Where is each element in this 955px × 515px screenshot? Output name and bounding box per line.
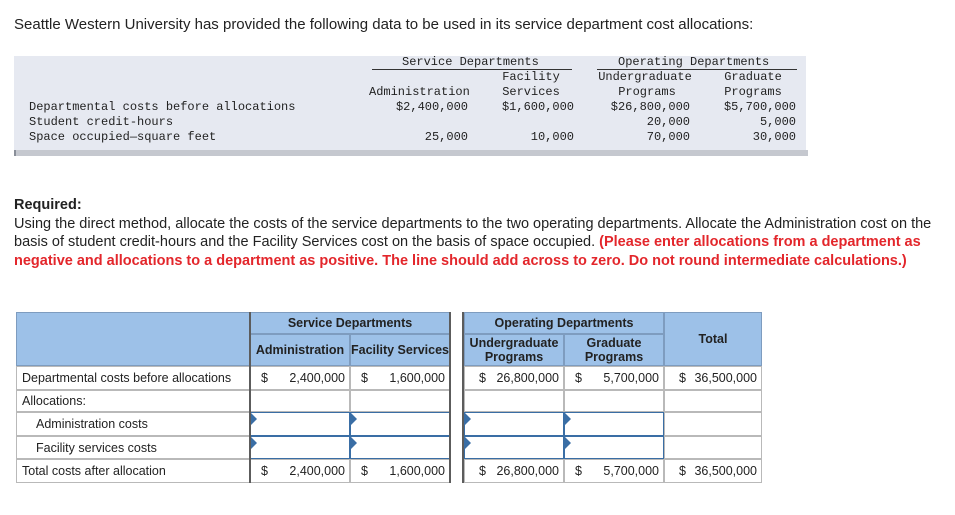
given-group-operating: Operating Departments (618, 55, 770, 69)
row-total-admin: $ 2,400,000 (250, 459, 350, 483)
row-total-facility: $ 1,600,000 (350, 459, 450, 483)
required-note: (Please enter allocations from a department as negative and allocations to a department as positive. The line should add across to zero. Do not round intermediate calculations.) (14, 234, 921, 269)
given-data-scrollbar (14, 150, 808, 156)
given-col-undergrad-1: Undergraduate (598, 70, 692, 84)
row-allocations-grad (564, 390, 664, 412)
row-costs-label: Departmental costs before allocations (16, 366, 250, 390)
admin-costs-grad-input[interactable] (564, 412, 664, 436)
column-separator-label (249, 312, 251, 483)
given-row-space-label: Space occupied—square feet (29, 130, 217, 144)
column-separator-service (449, 312, 451, 483)
given-row-costs-facility: $1,600,000 (501, 100, 574, 114)
given-row-costs-grad: $5,700,000 (723, 100, 796, 114)
given-col-grad-1: Graduate (724, 70, 782, 84)
table-header-total: Total (664, 312, 762, 366)
row-costs-facility: $ 1,600,000 (350, 366, 450, 390)
table-header-grad: Graduate Programs (564, 334, 664, 366)
facility-costs-admin-input[interactable] (250, 436, 350, 459)
row-facility-costs-label: Facility services costs (16, 436, 250, 459)
table-header-facility: Facility Services (350, 334, 450, 366)
given-col-grad-2: Programs (724, 85, 782, 99)
given-row-credit-undergrad: 20,000 (646, 115, 690, 129)
row-allocations-label: Allocations: (16, 390, 250, 412)
required-text: Using the direct method, allocate the costs of the service departments to the two operating departments. Allocate the Administration cost on the basis of student credit-hours and the Facility Services cost on the basis of space occupied. (14, 215, 932, 250)
row-allocations-admin (250, 390, 350, 412)
facility-costs-undergrad-input[interactable] (464, 436, 564, 459)
row-total-total: $ 36,500,000 (664, 459, 762, 483)
required-section (14, 196, 949, 270)
given-row-costs-admin: $2,400,000 (395, 100, 468, 114)
row-total-undergrad: $ 26,800,000 (464, 459, 564, 483)
column-separator-operating (462, 312, 464, 483)
table-header-service: Service Departments (250, 312, 450, 334)
given-row-space-grad: 30,000 (752, 130, 796, 144)
row-total-grad: $ 5,700,000 (564, 459, 664, 483)
row-costs-grad: $ 5,700,000 (564, 366, 664, 390)
row-facility-costs-total (664, 436, 762, 459)
given-row-space-facility: 10,000 (530, 130, 574, 144)
given-col-undergrad-2: Programs (618, 85, 676, 99)
table-header-blank (16, 312, 250, 366)
facility-costs-grad-input[interactable] (564, 436, 664, 459)
given-row-costs-undergrad: $26,800,000 (610, 100, 690, 114)
row-allocations-total (664, 390, 762, 412)
given-col-facility-1: Facility (502, 70, 560, 84)
given-col-admin: Administration (369, 85, 470, 99)
row-allocations-facility (350, 390, 450, 412)
table-header-undergrad: Undergraduate Programs (464, 334, 564, 366)
row-total-label: Total costs after allocation (16, 459, 250, 483)
given-row-credit-label: Student credit-hours (29, 115, 174, 129)
given-row-space-admin: 25,000 (424, 130, 468, 144)
given-row-credit-grad: 5,000 (759, 115, 796, 129)
admin-costs-admin-input[interactable] (250, 412, 350, 436)
table-header-operating: Operating Departments (464, 312, 664, 334)
facility-costs-facility-input[interactable] (350, 436, 450, 459)
row-costs-admin: $ 2,400,000 (250, 366, 350, 390)
row-allocations-undergrad (464, 390, 564, 412)
row-admin-costs-total (664, 412, 762, 436)
admin-costs-facility-input[interactable] (350, 412, 450, 436)
row-admin-costs-label: Administration costs (16, 412, 250, 436)
row-costs-total: $ 36,500,000 (664, 366, 762, 390)
table-header-admin: Administration (250, 334, 350, 366)
intro-text: Seattle Western University has provided the following data to be used in its service department cost allocations: (14, 16, 754, 33)
admin-costs-undergrad-input[interactable] (464, 412, 564, 436)
required-heading: Required: (14, 197, 82, 213)
given-row-space-undergrad: 70,000 (646, 130, 690, 144)
given-col-facility-2: Services (502, 85, 560, 99)
row-costs-undergrad: $ 26,800,000 (464, 366, 564, 390)
given-row-costs-label: Departmental costs before allocations (29, 100, 296, 114)
given-group-service: Service Departments (402, 55, 539, 69)
